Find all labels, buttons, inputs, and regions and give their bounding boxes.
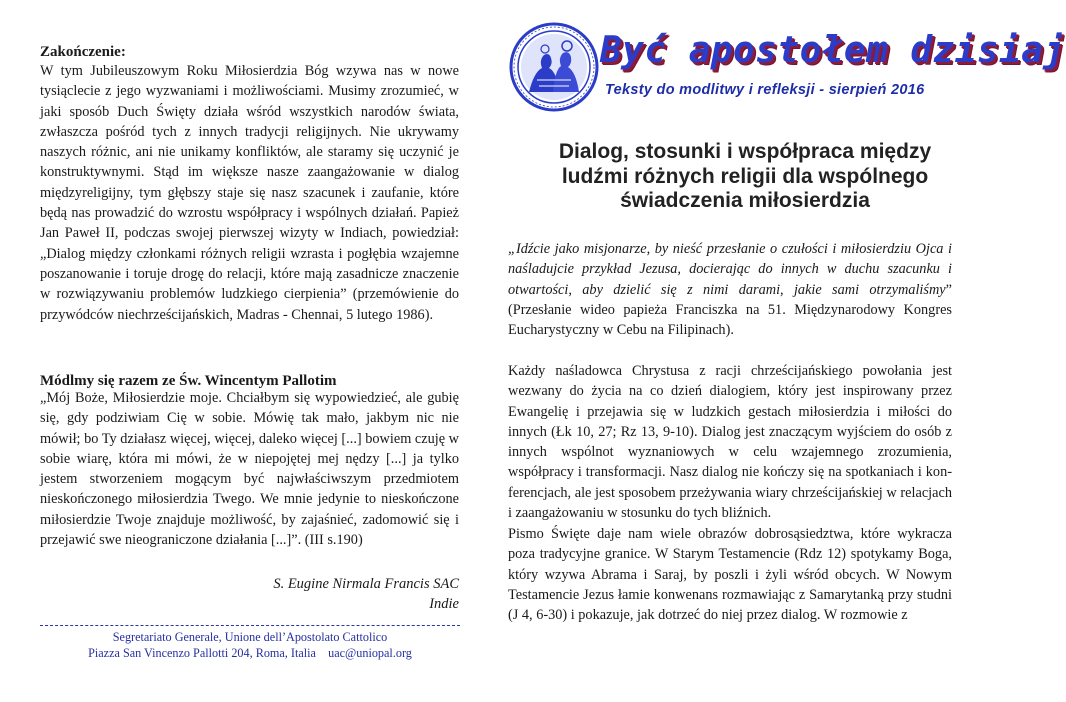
masthead-title: Być apostołem dzisiaj <box>600 30 1066 71</box>
quote-source: ” (Przesłanie wideo papieża Franciszka na 51. Międzynarodowy Kongres Eucharystyczny w Cebu na Filipinach). <box>508 281 952 339</box>
masthead-subtitle: Teksty do modlitwy i refleksji - sierpień 2016 <box>605 82 925 98</box>
footer-address-line <box>40 645 460 661</box>
body-paragraph-2: Pismo Święte daje nam wiele obrazów dobrosąsiedztwa, które wykracza poza tradycyjne granice. W Starym Testamencie (Rdz 12) spotykamy Boga, który wzywa Abrama i Saraj, by poszli i żyli wśród obcych. W Nowym Testamencie Jezus łamie konwenans rozmawiając z Samarytanką przy studni (J 4, 6-30) i pokazuje, jak dotrzeć do niej przez dialog. W rozmowie z <box>508 526 952 624</box>
pope-quote: „Idźcie jako misjonarze, by nieść przesłanie o czułości i miłosierdziu Ojca i naśladujcie przykład Jezusa, docierając do innych w duchu szacunku i otwartości, aby dzielić się z nimi darami, jakie sami otrzymaliśmy <box>508 241 952 298</box>
seal-logo <box>509 22 599 112</box>
prayer-heading: Módlmy się razem ze Św. Wincentym Pallotim <box>40 373 337 389</box>
seal-icon <box>509 22 599 112</box>
article-title: Dialog, stosunki i współpraca między ludźmi różnych religii dla wspólnego świadczenia miłosierdzia <box>558 140 932 212</box>
footer-org: Segretariato Generale, Unione dell’Apostolato Cattolico <box>112 630 388 644</box>
conclusion-paragraph: W tym Jubileuszowym Roku Miłosierdzia Bóg wzywa nas w nowe tysiąclecie z jego wyzwaniami i możliwościami. Musimy zrozumieć, w jaki sposób Duch Święty działa wśród wszystkich narodów świata, zwłaszcza pośród tych z innych tradycji religijnych. Nie ukrywamy naszych różnic, ani nie unikamy konfliktów, ale staramy się uczynić je konstruktywnymi. Stąd im większe nasze zaangażowanie w dialog międzyreligijny, tym głębszy staje się nasz szacunek i zaufanie, które będą nas prowadzić do wzrostu współpracy i wspólnych działań. Papież Jan Paweł II, podczas swojej pierwszej wizyty w Indiach, powiedział: „Dialog między członkami różnych religii wzrasta i pogłębia wzajemne poszanowanie i toruje drogę do relacji, które mają zasadnicze znaczenie w rozwiązywaniu problemów ludzkiego cierpienia” (przemówienie do przywódców niechrześcijańskich, Madras - Chennai, 5 lutego 1986). <box>40 63 459 323</box>
prayer-paragraph: „Mój Boże, Miłosierdzie moje. Chciałbym się wypowiedzieć, ale gubię się, gdy podziwiam Cię w sobie. Mówię tak mało, jakbym nic nie mówił; bo Ty działasz więcej, więcej, daleko więcej [...] bowiem czuję w sobie wiarę, która mi mówi, że w niepojętej mej nędzy [...] ja tylko jestem stworzeniem mogącym być najwłaściwszym przedmiotem nieskończonego miłosierdzia Twego. We mnie jedynie to nieskończone miłosierdzie Twoje znajduje możliwość, by zajaśnieć, zadomowić się i przejawić swe nieograniczone działania [...]”. (III s.190) <box>40 390 459 549</box>
footer <box>40 629 460 661</box>
footer-divider <box>40 625 460 626</box>
signature-place: Indie <box>429 596 459 612</box>
footer-email[interactable]: uac@uniopal.org <box>328 646 412 660</box>
conclusion-heading: Zakończenie: <box>40 44 126 60</box>
signature-name: S. Eugine Nirmala Francis SAC <box>273 576 459 592</box>
quote-paragraph <box>508 239 952 340</box>
body-paragraph-1: Każdy naśladowca Chrystusa z racji chrześcijańskiego powołania jest wezwany do życia na co dzień dialogiem, który jest inspirowany przez Ewangelię i przejawia się w ludzkich gestach miłosierdzia i miłości do innych (Łk 10, 27; Rz 13, 9-10). Dialog jest znaczącym wyjściem do osób z innych wspólnot wyznaniowych w celu wzajemnego zrozumienia, współpracy i transformacji. Nasz dialog nie kończy się na spotkaniach i konferencjach, ale jest sposobem przeżywania wiary chrześcijańskiej w relacjach i zaangażowaniu w stosunku do tych bliźnich. <box>508 363 952 522</box>
footer-address: Piazza San Vincenzo Pallotti 204, Roma, Italia <box>88 646 316 660</box>
